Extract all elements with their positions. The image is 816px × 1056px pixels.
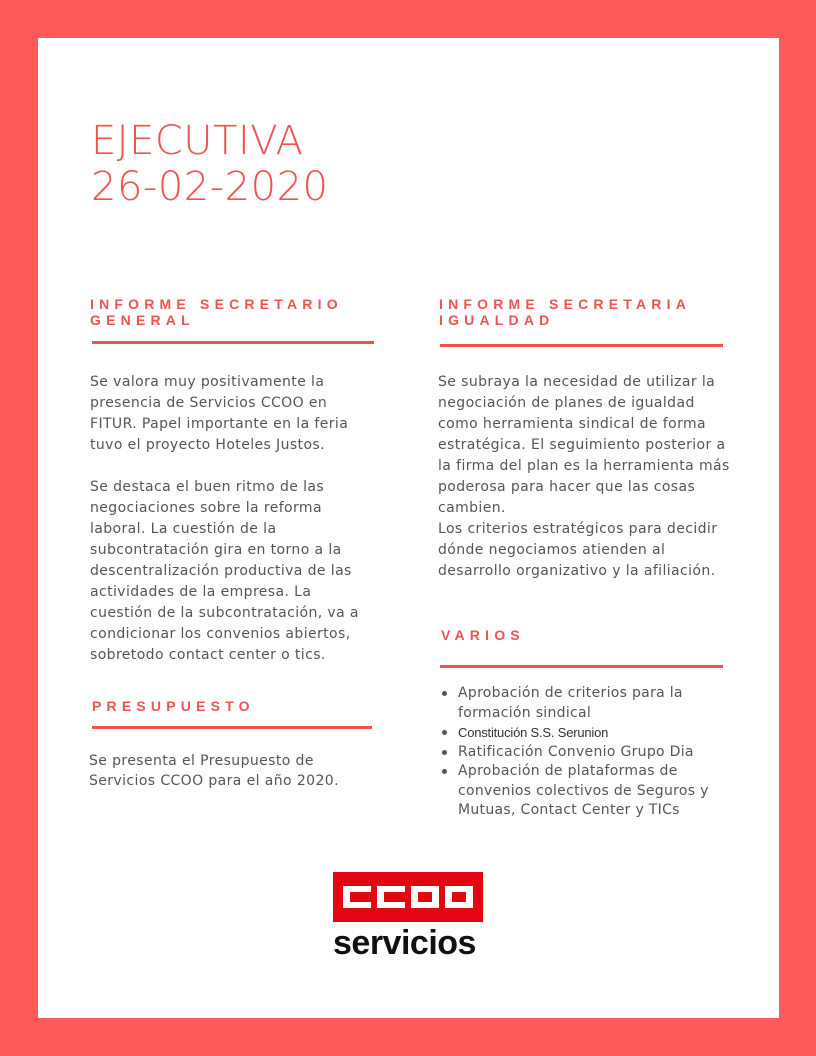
list-item-text: Aprobación de plataformas de convenios colectivos de Seguros y Mutuas, Contact Center y TICs [458,763,709,818]
title-line-1: EJECUTIVA [91,118,304,164]
text-secretaria-igualdad [438,372,730,582]
paragraph: Se subraya la necesidad de utilizar la negociación de planes de igualdad como herramienta sindical de forma estratégica. El seguimiento posterior a la firma del plan es la herramienta más poderosa para hacer que las cosas cambien. [438,374,730,516]
paragraph: Se destaca el buen ritmo de las negociaciones sobre la reforma laboral. La cuestión de la subcontratación gira en torno a la descentralización productiva de las actividades de la empresa. La cuestión de la subcontratación, va a condicionar los convenios abiertos, sobretodo contact center o tics. [90,479,359,663]
paragraph: Se valora muy positivamente la presencia de Servicios CCOO en FITUR. Papel importante en la feria tuvo el proyecto Hoteles Justos. [90,374,349,453]
list-item [438,762,728,821]
text-secretario-general [90,372,372,666]
document-page [38,38,779,1018]
list-item-text: Ratificación Convenio Grupo Dia [458,743,694,760]
paragraph: Los criterios estratégicos para decidir dónde negociamos atienden al desarrollo organizativo y la afiliación. [438,521,718,579]
list-item-text: Constitución S.S. Serunion [458,725,609,740]
list-item [438,723,728,743]
ccoo-letters-icon [333,872,483,922]
heading-line-1: INFORME SECRETARIA [439,296,692,312]
heading-line-1: INFORME SECRETARIO [90,296,343,312]
varios-list [438,684,728,821]
list-item [438,684,728,723]
title-line-2: 26-02-2020 [91,164,329,210]
heading-secretaria-igualdad [439,296,691,328]
heading-varios: VARIOS [441,627,525,643]
divider-secretaria-igualdad [440,344,723,347]
heading-secretario-general [90,296,343,328]
bullet-icon [442,691,447,696]
page-title [91,118,328,210]
list-item [438,743,728,763]
bullet-icon [442,750,447,755]
text-presupuesto: Se presenta el Presupuesto de Servicios CCOO para el año 2020. [89,753,339,789]
list-item-text: Aprobación de criterios para la formación sindical [458,685,683,721]
heading-presupuesto: PRESUPUESTO [92,698,255,714]
bullet-icon [442,769,447,774]
bullet-icon [442,730,447,735]
divider-varios [440,665,723,668]
divider-secretario-general [92,341,374,344]
ccoo-servicios-logo [333,872,483,960]
divider-presupuesto [92,726,372,729]
heading-line-2: IGUALDAD [439,312,555,328]
ccoo-logo-mark [333,872,483,922]
heading-line-2: GENERAL [90,312,195,328]
logo-wordmark: servicios [333,924,476,962]
